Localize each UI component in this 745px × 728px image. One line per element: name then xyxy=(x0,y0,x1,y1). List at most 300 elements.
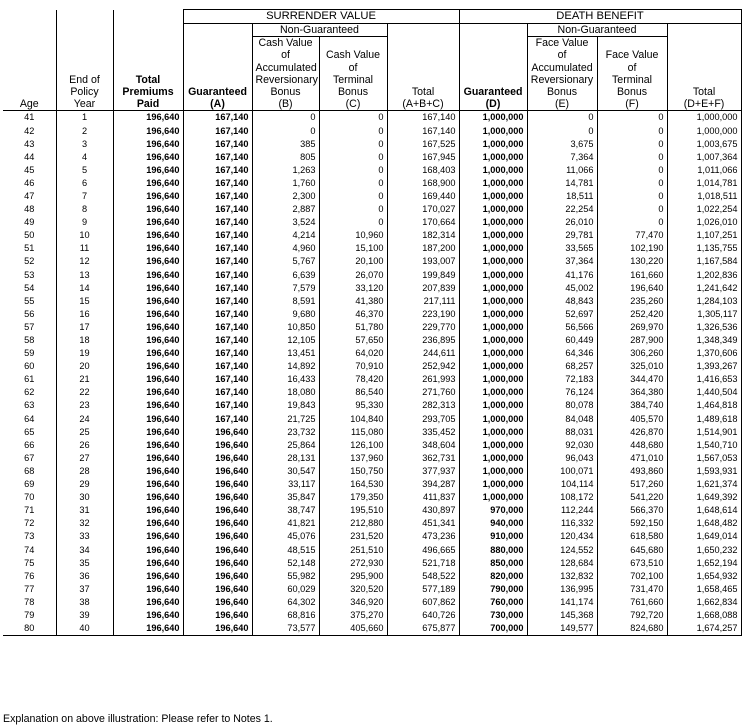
table-row xyxy=(3,426,741,439)
cell-db-face-reversionary: 124,552 xyxy=(527,544,597,557)
cell-sv-total: 548,522 xyxy=(387,570,459,583)
cell-sv-total: 496,665 xyxy=(387,544,459,557)
cell-db-face-terminal: 0 xyxy=(597,125,667,138)
cell-db-total: 1,440,504 xyxy=(667,386,741,399)
cell-premiums-paid: 196,640 xyxy=(113,321,183,334)
cell-premiums-paid: 196,640 xyxy=(113,399,183,412)
cell-sv-guaranteed: 196,640 xyxy=(183,570,252,583)
cell-sv-cash-terminal: 0 xyxy=(319,164,387,177)
cell-sv-cash-terminal: 46,370 xyxy=(319,308,387,321)
cell-sv-total: 229,770 xyxy=(387,321,459,334)
cell-db-guaranteed: 1,000,000 xyxy=(459,282,527,295)
cell-db-face-terminal: 0 xyxy=(597,203,667,216)
cell-db-face-reversionary: 64,346 xyxy=(527,347,597,360)
cell-db-face-reversionary: 48,843 xyxy=(527,295,597,308)
cell-age: 52 xyxy=(24,256,35,267)
cell-db-total: 1,241,642 xyxy=(667,282,741,295)
cell-sv-guaranteed: 196,640 xyxy=(183,596,252,609)
cell-sv-total: 199,849 xyxy=(387,269,459,282)
cell-sv-cash-terminal: 51,780 xyxy=(319,321,387,334)
cell-policy-year: 30 xyxy=(56,491,113,504)
cell-sv-cash-terminal: 320,520 xyxy=(319,583,387,596)
cell-db-guaranteed: 880,000 xyxy=(459,544,527,557)
cell-db-total: 1,650,232 xyxy=(667,544,741,557)
cell-db-total: 1,107,251 xyxy=(667,229,741,242)
cell-db-guaranteed: 1,000,000 xyxy=(459,164,527,177)
cell-sv-total: 187,200 xyxy=(387,242,459,255)
cell-db-face-terminal: 325,010 xyxy=(597,360,667,373)
cell-sv-cash-reversionary: 8,591 xyxy=(252,295,319,308)
cell-db-face-reversionary: 112,244 xyxy=(527,504,597,517)
benefit-illustration-table xyxy=(3,9,742,636)
cell-policy-year: 5 xyxy=(56,164,113,177)
cell-db-face-terminal: 0 xyxy=(597,138,667,151)
cell-premiums-paid: 196,640 xyxy=(113,282,183,295)
cell-db-total: 1,648,614 xyxy=(667,504,741,517)
cell-sv-guaranteed: 167,140 xyxy=(183,269,252,282)
cell-db-face-reversionary: 88,031 xyxy=(527,426,597,439)
cell-policy-year: 8 xyxy=(56,203,113,216)
cell-sv-total: 362,731 xyxy=(387,452,459,465)
explanation-note: Explanation on above illustration: Please refer to Notes 1. xyxy=(3,713,273,725)
cell-premiums-paid: 196,640 xyxy=(113,216,183,229)
cell-db-guaranteed: 1,000,000 xyxy=(459,151,527,164)
db-non-guaranteed-heading: Non-Guaranteed xyxy=(527,24,667,37)
cell-db-face-terminal: 269,970 xyxy=(597,321,667,334)
cell-db-total: 1,649,014 xyxy=(667,530,741,543)
cell-db-total: 1,026,010 xyxy=(667,216,741,229)
cell-age: 66 xyxy=(24,439,35,450)
cell-db-total: 1,135,755 xyxy=(667,242,741,255)
cell-sv-cash-reversionary: 0 xyxy=(252,125,319,138)
table-row xyxy=(3,360,741,373)
cell-premiums-paid: 196,640 xyxy=(113,229,183,242)
cell-premiums-paid: 196,640 xyxy=(113,177,183,190)
cell-sv-cash-terminal: 126,100 xyxy=(319,439,387,452)
cell-db-face-terminal: 77,470 xyxy=(597,229,667,242)
cell-age: 49 xyxy=(24,217,35,228)
cell-sv-cash-reversionary: 33,117 xyxy=(252,478,319,491)
cell-db-total: 1,540,710 xyxy=(667,439,741,452)
cell-db-guaranteed: 910,000 xyxy=(459,530,527,543)
cell-age: 41 xyxy=(24,112,35,123)
cell-db-face-terminal: 130,220 xyxy=(597,255,667,268)
cell-policy-year: 14 xyxy=(56,282,113,295)
cell-db-total: 1,489,618 xyxy=(667,413,741,426)
cell-sv-cash-reversionary: 41,821 xyxy=(252,517,319,530)
cell-policy-year: 11 xyxy=(56,242,113,255)
cell-sv-cash-terminal: 64,020 xyxy=(319,347,387,360)
cell-sv-total: 244,611 xyxy=(387,347,459,360)
cell-sv-guaranteed: 167,140 xyxy=(183,308,252,321)
cell-sv-guaranteed: 167,140 xyxy=(183,255,252,268)
cell-sv-cash-reversionary: 48,515 xyxy=(252,544,319,557)
cell-db-total: 1,654,932 xyxy=(667,570,741,583)
cell-db-total: 1,000,000 xyxy=(667,125,741,138)
cell-db-guaranteed: 1,000,000 xyxy=(459,478,527,491)
cell-db-face-reversionary: 56,566 xyxy=(527,321,597,334)
cell-db-face-reversionary: 72,183 xyxy=(527,373,597,386)
cell-db-face-reversionary: 52,697 xyxy=(527,308,597,321)
cell-db-total: 1,202,836 xyxy=(667,269,741,282)
cell-db-guaranteed: 700,000 xyxy=(459,622,527,636)
cell-age: 59 xyxy=(24,348,35,359)
illustration-table-container xyxy=(3,9,741,636)
cell-sv-cash-reversionary: 23,732 xyxy=(252,426,319,439)
cell-sv-cash-reversionary: 10,850 xyxy=(252,321,319,334)
cell-policy-year: 26 xyxy=(56,439,113,452)
cell-db-total: 1,652,194 xyxy=(667,557,741,570)
cell-premiums-paid: 196,640 xyxy=(113,373,183,386)
cell-db-total: 1,326,536 xyxy=(667,321,741,334)
cell-sv-total: 261,993 xyxy=(387,373,459,386)
cell-db-total: 1,514,901 xyxy=(667,426,741,439)
cell-premiums-paid: 196,640 xyxy=(113,596,183,609)
cell-sv-cash-reversionary: 5,767 xyxy=(252,255,319,268)
col-sv-cash-reversionary: Cash Value of Accumulated Reversionary Bonus (B) xyxy=(252,37,319,111)
cell-sv-guaranteed: 167,140 xyxy=(183,190,252,203)
cell-sv-total: 675,877 xyxy=(387,622,459,636)
cell-sv-guaranteed: 167,140 xyxy=(183,386,252,399)
cell-sv-cash-terminal: 0 xyxy=(319,111,387,125)
cell-premiums-paid: 196,640 xyxy=(113,478,183,491)
cell-sv-guaranteed: 196,640 xyxy=(183,504,252,517)
cell-premiums-paid: 196,640 xyxy=(113,583,183,596)
cell-policy-year: 24 xyxy=(56,413,113,426)
cell-policy-year: 39 xyxy=(56,609,113,622)
cell-db-face-terminal: 541,220 xyxy=(597,491,667,504)
cell-premiums-paid: 196,640 xyxy=(113,111,183,125)
cell-sv-cash-reversionary: 2,887 xyxy=(252,203,319,216)
cell-sv-total: 411,837 xyxy=(387,491,459,504)
cell-sv-guaranteed: 196,640 xyxy=(183,439,252,452)
cell-sv-guaranteed: 196,640 xyxy=(183,478,252,491)
cell-db-guaranteed: 1,000,000 xyxy=(459,255,527,268)
cell-db-total: 1,284,103 xyxy=(667,295,741,308)
cell-policy-year: 17 xyxy=(56,321,113,334)
cell-sv-total: 236,895 xyxy=(387,334,459,347)
cell-age: 70 xyxy=(24,492,35,503)
cell-policy-year: 9 xyxy=(56,216,113,229)
cell-sv-cash-reversionary: 9,680 xyxy=(252,308,319,321)
cell-db-face-terminal: 306,260 xyxy=(597,347,667,360)
cell-age: 69 xyxy=(24,479,35,490)
cell-sv-guaranteed: 167,140 xyxy=(183,164,252,177)
cell-age: 47 xyxy=(24,190,35,201)
cell-db-guaranteed: 730,000 xyxy=(459,609,527,622)
cell-policy-year: 20 xyxy=(56,360,113,373)
cell-sv-cash-reversionary: 1,263 xyxy=(252,164,319,177)
cell-sv-guaranteed: 167,140 xyxy=(183,413,252,426)
table-row xyxy=(3,255,741,268)
cell-db-total: 1,393,267 xyxy=(667,360,741,373)
cell-policy-year: 3 xyxy=(56,138,113,151)
cell-age: 68 xyxy=(24,465,35,476)
cell-sv-cash-reversionary: 7,579 xyxy=(252,282,319,295)
cell-sv-cash-reversionary: 28,131 xyxy=(252,452,319,465)
col-total-premiums: Total Premiums Paid xyxy=(113,37,183,111)
cell-db-guaranteed: 1,000,000 xyxy=(459,308,527,321)
cell-age: 60 xyxy=(24,361,35,372)
cell-sv-guaranteed: 167,140 xyxy=(183,242,252,255)
cell-sv-total: 473,236 xyxy=(387,530,459,543)
cell-db-face-terminal: 448,680 xyxy=(597,439,667,452)
table-row xyxy=(3,242,741,255)
cell-sv-cash-terminal: 375,270 xyxy=(319,609,387,622)
cell-sv-cash-terminal: 10,960 xyxy=(319,229,387,242)
cell-sv-cash-reversionary: 64,302 xyxy=(252,596,319,609)
cell-sv-guaranteed: 167,140 xyxy=(183,282,252,295)
cell-sv-cash-reversionary: 19,843 xyxy=(252,399,319,412)
cell-sv-cash-terminal: 86,540 xyxy=(319,386,387,399)
cell-db-face-reversionary: 14,781 xyxy=(527,177,597,190)
cell-db-face-terminal: 161,660 xyxy=(597,269,667,282)
table-row xyxy=(3,203,741,216)
cell-sv-total: 377,937 xyxy=(387,465,459,478)
cell-db-face-terminal: 566,370 xyxy=(597,504,667,517)
cell-age: 77 xyxy=(24,583,35,594)
cell-sv-cash-terminal: 0 xyxy=(319,203,387,216)
cell-sv-cash-reversionary: 4,214 xyxy=(252,229,319,242)
cell-policy-year: 23 xyxy=(56,399,113,412)
cell-sv-total: 167,945 xyxy=(387,151,459,164)
cell-db-guaranteed: 1,000,000 xyxy=(459,216,527,229)
cell-age: 79 xyxy=(24,609,35,620)
cell-sv-cash-terminal: 20,100 xyxy=(319,255,387,268)
cell-age: 74 xyxy=(24,544,35,555)
cell-sv-cash-terminal: 0 xyxy=(319,216,387,229)
cell-db-face-terminal: 0 xyxy=(597,177,667,190)
cell-db-face-reversionary: 100,071 xyxy=(527,465,597,478)
table-row xyxy=(3,596,741,609)
cell-premiums-paid: 196,640 xyxy=(113,255,183,268)
cell-sv-cash-terminal: 33,120 xyxy=(319,282,387,295)
cell-policy-year: 22 xyxy=(56,386,113,399)
cell-policy-year: 1 xyxy=(56,111,113,125)
cell-db-face-reversionary: 132,832 xyxy=(527,570,597,583)
cell-sv-guaranteed: 167,140 xyxy=(183,203,252,216)
cell-sv-guaranteed: 196,640 xyxy=(183,517,252,530)
cell-sv-cash-reversionary: 30,547 xyxy=(252,465,319,478)
cell-db-guaranteed: 1,000,000 xyxy=(459,203,527,216)
cell-sv-guaranteed: 167,140 xyxy=(183,216,252,229)
cell-sv-cash-reversionary: 21,725 xyxy=(252,413,319,426)
cell-sv-guaranteed: 196,640 xyxy=(183,583,252,596)
cell-db-face-reversionary: 120,434 xyxy=(527,530,597,543)
cell-db-face-reversionary: 116,332 xyxy=(527,517,597,530)
cell-sv-total: 207,839 xyxy=(387,282,459,295)
table-row xyxy=(3,269,741,282)
cell-age: 61 xyxy=(24,374,35,385)
cell-sv-cash-reversionary: 4,960 xyxy=(252,242,319,255)
cell-db-guaranteed: 820,000 xyxy=(459,570,527,583)
table-row xyxy=(3,465,741,478)
cell-db-guaranteed: 1,000,000 xyxy=(459,321,527,334)
cell-db-face-reversionary: 128,684 xyxy=(527,557,597,570)
cell-sv-cash-terminal: 164,530 xyxy=(319,478,387,491)
table-row xyxy=(3,413,741,426)
cell-db-face-terminal: 426,870 xyxy=(597,426,667,439)
table-row xyxy=(3,622,741,636)
cell-db-guaranteed: 1,000,000 xyxy=(459,269,527,282)
cell-premiums-paid: 196,640 xyxy=(113,334,183,347)
cell-sv-cash-terminal: 179,350 xyxy=(319,491,387,504)
cell-premiums-paid: 196,640 xyxy=(113,557,183,570)
cell-age: 57 xyxy=(24,321,35,332)
cell-premiums-paid: 196,640 xyxy=(113,151,183,164)
cell-sv-cash-reversionary: 16,433 xyxy=(252,373,319,386)
cell-sv-total: 167,140 xyxy=(387,111,459,125)
cell-age: 71 xyxy=(24,505,35,516)
cell-age: 58 xyxy=(24,335,35,346)
cell-sv-total: 167,140 xyxy=(387,125,459,138)
table-row xyxy=(3,478,741,491)
cell-age: 72 xyxy=(24,518,35,529)
cell-policy-year: 37 xyxy=(56,583,113,596)
cell-policy-year: 36 xyxy=(56,570,113,583)
cell-sv-cash-terminal: 78,420 xyxy=(319,373,387,386)
cell-age: 64 xyxy=(24,413,35,424)
cell-db-guaranteed: 1,000,000 xyxy=(459,452,527,465)
cell-db-total: 1,621,374 xyxy=(667,478,741,491)
cell-policy-year: 28 xyxy=(56,465,113,478)
cell-sv-total: 182,314 xyxy=(387,229,459,242)
cell-policy-year: 18 xyxy=(56,334,113,347)
cell-db-face-reversionary: 45,002 xyxy=(527,282,597,295)
cell-premiums-paid: 196,640 xyxy=(113,125,183,138)
cell-premiums-paid: 196,640 xyxy=(113,386,183,399)
cell-db-face-terminal: 196,640 xyxy=(597,282,667,295)
cell-db-face-terminal: 384,740 xyxy=(597,399,667,412)
cell-sv-cash-terminal: 57,650 xyxy=(319,334,387,347)
col-db-face-reversionary: Face Value of Accumulated Reversionary Bonus (E) xyxy=(527,37,597,111)
header-spacer-premium xyxy=(113,10,183,24)
cell-db-face-terminal: 235,260 xyxy=(597,295,667,308)
cell-db-guaranteed: 1,000,000 xyxy=(459,125,527,138)
cell-db-face-terminal: 0 xyxy=(597,216,667,229)
cell-sv-total: 640,726 xyxy=(387,609,459,622)
cell-premiums-paid: 196,640 xyxy=(113,242,183,255)
cell-age: 73 xyxy=(24,531,35,542)
cell-db-face-reversionary: 104,114 xyxy=(527,478,597,491)
cell-sv-cash-reversionary: 38,747 xyxy=(252,504,319,517)
cell-db-guaranteed: 1,000,000 xyxy=(459,386,527,399)
cell-db-face-reversionary: 18,511 xyxy=(527,190,597,203)
table-row xyxy=(3,308,741,321)
cell-db-face-terminal: 287,900 xyxy=(597,334,667,347)
cell-sv-total: 348,604 xyxy=(387,439,459,452)
cell-sv-cash-reversionary: 12,105 xyxy=(252,334,319,347)
cell-db-guaranteed: 790,000 xyxy=(459,583,527,596)
cell-sv-guaranteed: 196,640 xyxy=(183,530,252,543)
cell-db-guaranteed: 850,000 xyxy=(459,557,527,570)
col-age: Age xyxy=(3,37,56,111)
cell-premiums-paid: 196,640 xyxy=(113,138,183,151)
cell-sv-guaranteed: 167,140 xyxy=(183,125,252,138)
cell-sv-cash-terminal: 272,930 xyxy=(319,557,387,570)
cell-age: 46 xyxy=(24,177,35,188)
cell-premiums-paid: 196,640 xyxy=(113,360,183,373)
cell-db-face-reversionary: 33,565 xyxy=(527,242,597,255)
cell-db-face-terminal: 102,190 xyxy=(597,242,667,255)
cell-age: 62 xyxy=(24,387,35,398)
cell-sv-guaranteed: 196,640 xyxy=(183,557,252,570)
cell-db-total: 1,648,482 xyxy=(667,517,741,530)
cell-premiums-paid: 196,640 xyxy=(113,347,183,360)
cell-sv-total: 168,403 xyxy=(387,164,459,177)
cell-sv-guaranteed: 196,640 xyxy=(183,465,252,478)
cell-sv-cash-terminal: 405,660 xyxy=(319,622,387,636)
cell-age: 42 xyxy=(24,125,35,136)
cell-db-guaranteed: 1,000,000 xyxy=(459,334,527,347)
cell-db-face-reversionary: 80,078 xyxy=(527,399,597,412)
cell-sv-cash-reversionary: 3,524 xyxy=(252,216,319,229)
cell-premiums-paid: 196,640 xyxy=(113,413,183,426)
table-row xyxy=(3,347,741,360)
cell-sv-cash-terminal: 231,520 xyxy=(319,530,387,543)
cell-premiums-paid: 196,640 xyxy=(113,465,183,478)
cell-sv-cash-terminal: 150,750 xyxy=(319,465,387,478)
cell-db-face-reversionary: 108,172 xyxy=(527,491,597,504)
cell-sv-total: 607,862 xyxy=(387,596,459,609)
cell-db-face-terminal: 252,420 xyxy=(597,308,667,321)
cell-age: 53 xyxy=(24,269,35,280)
cell-sv-cash-reversionary: 73,577 xyxy=(252,622,319,636)
cell-sv-cash-terminal: 115,080 xyxy=(319,426,387,439)
cell-sv-guaranteed: 167,140 xyxy=(183,177,252,190)
cell-db-face-terminal: 0 xyxy=(597,190,667,203)
cell-policy-year: 29 xyxy=(56,478,113,491)
cell-db-face-terminal: 673,510 xyxy=(597,557,667,570)
cell-db-total: 1,662,834 xyxy=(667,596,741,609)
cell-db-face-terminal: 517,260 xyxy=(597,478,667,491)
cell-age: 78 xyxy=(24,596,35,607)
cell-db-face-reversionary: 92,030 xyxy=(527,439,597,452)
cell-policy-year: 10 xyxy=(56,229,113,242)
cell-db-guaranteed: 1,000,000 xyxy=(459,177,527,190)
cell-sv-total: 170,664 xyxy=(387,216,459,229)
cell-sv-cash-terminal: 212,880 xyxy=(319,517,387,530)
cell-db-guaranteed: 1,000,000 xyxy=(459,465,527,478)
sv-non-guaranteed-heading: Non-Guaranteed xyxy=(252,24,387,37)
cell-db-face-reversionary: 11,066 xyxy=(527,164,597,177)
cell-sv-cash-reversionary: 1,760 xyxy=(252,177,319,190)
cell-db-total: 1,022,254 xyxy=(667,203,741,216)
cell-db-guaranteed: 1,000,000 xyxy=(459,360,527,373)
cell-sv-total: 167,525 xyxy=(387,138,459,151)
cell-sv-cash-terminal: 251,510 xyxy=(319,544,387,557)
cell-db-face-terminal: 761,660 xyxy=(597,596,667,609)
cell-policy-year: 2 xyxy=(56,125,113,138)
cell-policy-year: 38 xyxy=(56,596,113,609)
cell-policy-year: 4 xyxy=(56,151,113,164)
cell-db-face-terminal: 344,470 xyxy=(597,373,667,386)
table-row xyxy=(3,282,741,295)
cell-premiums-paid: 196,640 xyxy=(113,530,183,543)
cell-sv-total: 252,942 xyxy=(387,360,459,373)
cell-premiums-paid: 196,640 xyxy=(113,570,183,583)
cell-sv-cash-terminal: 0 xyxy=(319,190,387,203)
cell-db-total: 1,567,053 xyxy=(667,452,741,465)
cell-policy-year: 13 xyxy=(56,269,113,282)
cell-db-guaranteed: 1,000,000 xyxy=(459,111,527,125)
cell-db-face-terminal: 645,680 xyxy=(597,544,667,557)
cell-age: 56 xyxy=(24,308,35,319)
cell-sv-total: 521,718 xyxy=(387,557,459,570)
header-spacer-age xyxy=(3,10,56,24)
cell-db-face-reversionary: 22,254 xyxy=(527,203,597,216)
cell-premiums-paid: 196,640 xyxy=(113,190,183,203)
